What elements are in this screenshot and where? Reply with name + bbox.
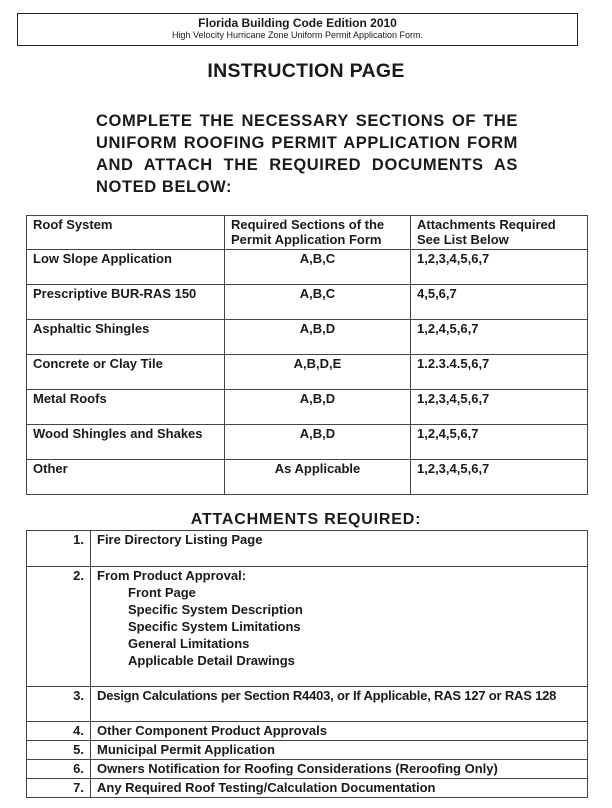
column-header-roof-system: Roof System <box>27 216 225 250</box>
sections-cell: As Applicable <box>225 460 411 495</box>
attachments-cell: 1,2,3,4,5,6,7 <box>411 460 588 495</box>
item-number: 4. <box>27 722 91 741</box>
sub-item: General Limitations <box>128 636 250 651</box>
item-number: 2. <box>27 567 91 687</box>
column-header-required-sections: Required Sections of the Permit Application Form <box>225 216 411 250</box>
sections-cell: A,B,D,E <box>225 355 411 390</box>
table-row <box>27 355 588 390</box>
sub-item: Applicable Detail Drawings <box>128 653 295 668</box>
list-item <box>27 567 588 687</box>
attachments-cell: 1,2,3,4,5,6,7 <box>411 250 588 285</box>
sections-cell: A,B,C <box>225 285 411 320</box>
sections-cell: A,B,D <box>225 320 411 355</box>
roof-system-cell: Wood Shingles and Shakes <box>27 425 225 460</box>
table-row <box>27 425 588 460</box>
list-item <box>27 531 588 567</box>
sections-cell: A,B,D <box>225 425 411 460</box>
attachments-cell: 1,2,4,5,6,7 <box>411 320 588 355</box>
attachments-cell: 1,2,3,4,5,6,7 <box>411 390 588 425</box>
product-approval-sublist <box>97 584 581 669</box>
sections-cell: A,B,C <box>225 250 411 285</box>
item-text: Owners Notification for Roofing Considerations (Reroofing Only) <box>91 760 588 779</box>
table-row <box>27 320 588 355</box>
list-item <box>27 779 588 798</box>
table-row <box>27 460 588 495</box>
list-item <box>27 760 588 779</box>
item-text: Design Calculations per Section R4403, or If Applicable, RAS 127 or RAS 128 <box>91 687 588 722</box>
item-number: 7. <box>27 779 91 798</box>
sub-item: Front Page <box>128 585 196 600</box>
sections-cell: A,B,D <box>225 390 411 425</box>
roof-system-cell: Prescriptive BUR-RAS 150 <box>27 285 225 320</box>
sub-item: Specific System Description <box>128 602 303 617</box>
roof-system-cell: Asphaltic Shingles <box>27 320 225 355</box>
attachments-cell: 1,2,4,5,6,7 <box>411 425 588 460</box>
table-header-row <box>27 216 588 250</box>
roof-system-cell: Metal Roofs <box>27 390 225 425</box>
roof-system-table <box>26 215 588 495</box>
item-text: From Product Approval: <box>97 568 247 583</box>
table-row <box>27 250 588 285</box>
attachments-cell: 1.2.3.4.5,6,7 <box>411 355 588 390</box>
attachments-title: ATTACHMENTS REQUIRED: <box>190 511 422 528</box>
form-header <box>17 13 578 46</box>
attachments-table <box>26 530 588 798</box>
list-item <box>27 687 588 722</box>
item-text-block <box>91 567 588 687</box>
column-header-attachments: Attachments Required See List Below <box>411 216 588 250</box>
item-number: 6. <box>27 760 91 779</box>
list-item <box>27 741 588 760</box>
attachments-cell: 4,5,6,7 <box>411 285 588 320</box>
item-number: 1. <box>27 531 91 567</box>
table-row <box>27 285 588 320</box>
instructions-text: COMPLETE THE NECESSARY SECTIONS OF THE UNIFORM ROOFING PERMIT APPLICATION FORM AND ATTACH THE REQUIRED DOCUMENTS AS NOTED BELOW: <box>96 112 518 196</box>
sub-item: Specific System Limitations <box>128 619 301 634</box>
item-text: Fire Directory Listing Page <box>91 531 588 567</box>
page-title: INSTRUCTION PAGE <box>207 60 405 82</box>
roof-system-cell: Concrete or Clay Tile <box>27 355 225 390</box>
roof-system-cell: Other <box>27 460 225 495</box>
item-number: 5. <box>27 741 91 760</box>
roof-system-cell: Low Slope Application <box>27 250 225 285</box>
header-subtitle: High Velocity Hurricane Zone Uniform Permit Application Form. <box>171 30 424 40</box>
header-title: Florida Building Code Edition 2010 <box>198 16 397 30</box>
table-row <box>27 390 588 425</box>
item-text: Municipal Permit Application <box>91 741 588 760</box>
item-number: 3. <box>27 687 91 722</box>
item-text: Any Required Roof Testing/Calculation Documentation <box>91 779 588 798</box>
list-item <box>27 722 588 741</box>
item-text: Other Component Product Approvals <box>91 722 588 741</box>
